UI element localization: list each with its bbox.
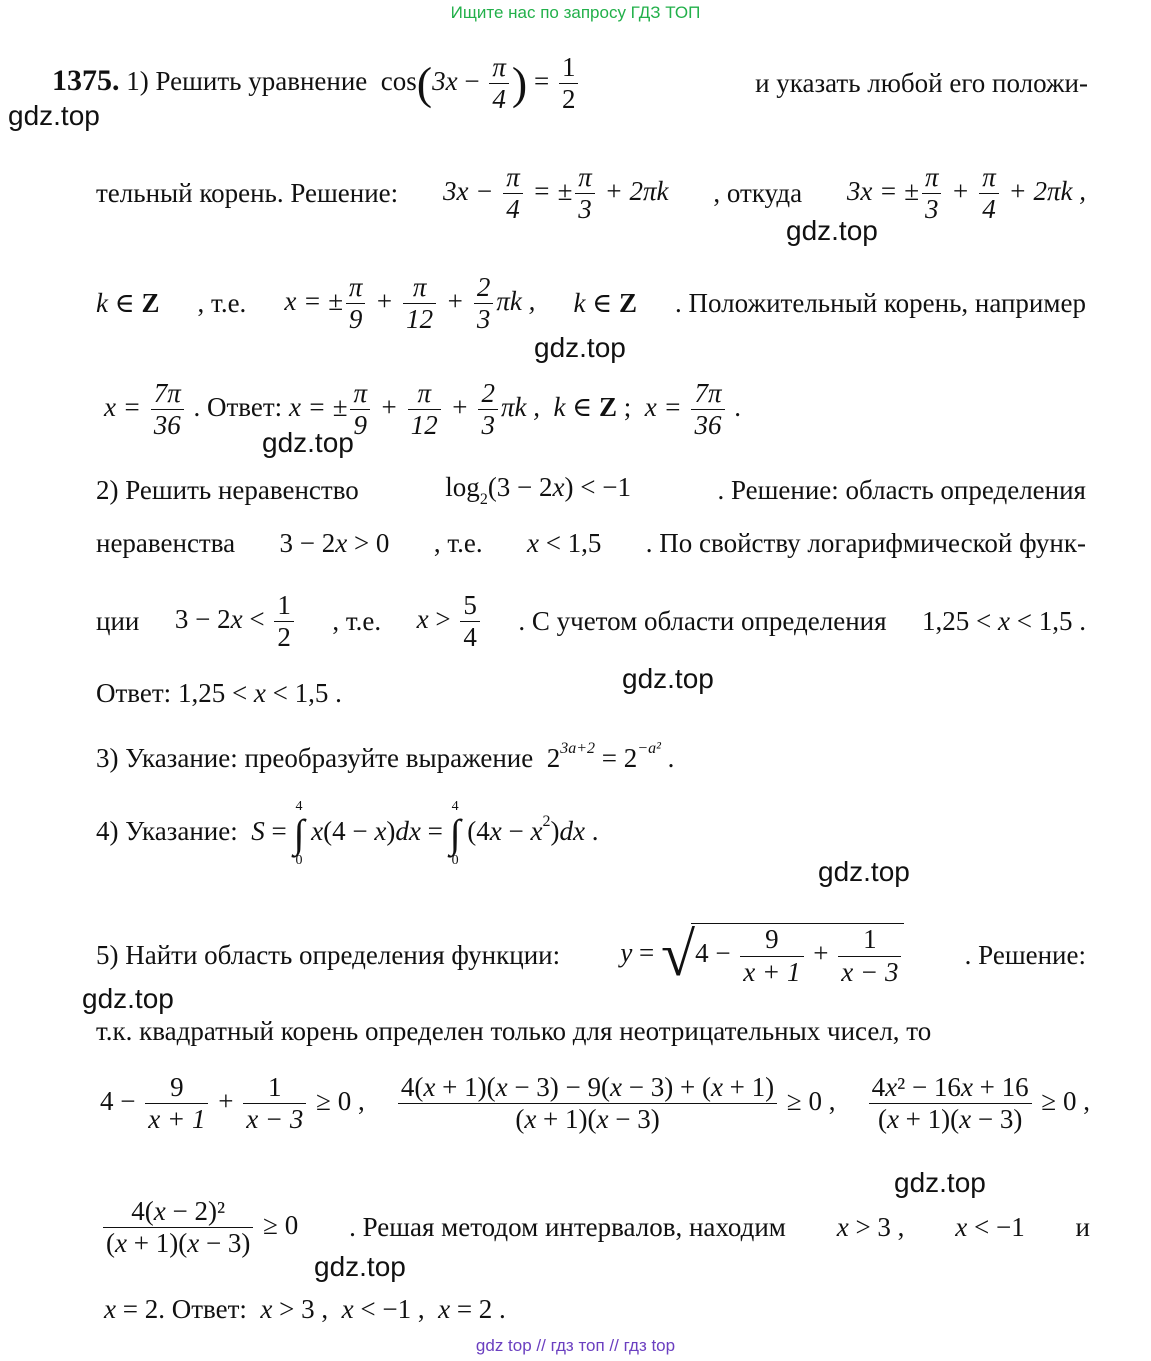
watermark: gdz.top — [534, 332, 626, 363]
watermark: gdz.top — [818, 856, 910, 887]
part4-line: 4) Указание: S = 4 ∫ 0 x(4 − x)dx = 4 ∫ 0 $(4x - x^2)dx$ . — [96, 799, 599, 868]
watermark: gdz.top — [82, 983, 174, 1014]
search-banner[interactable]: Ищите нас по запросу ГДЗ ТОП — [450, 3, 701, 22]
watermark: gdz.top — [622, 663, 714, 694]
part2-line4: Ответ: 1,25 < x < 1,5 . — [96, 678, 342, 708]
part2-line2: неравенства 3 − 2x > 0 , т.е. x < 1,5 . По свойству логарифмической функ- — [96, 528, 1086, 558]
part2-line1: 2) Решить неравенство $\log_2(3 - 2x) < -1$ . Решение: область определения — [96, 472, 1086, 508]
watermark: gdz.top — [262, 427, 354, 458]
part5-line4: $\frac{\text{4(x − 2)²}}{(x + 1)(x - 3)}$ ≥ 0 . Решая методом интервалов, находим x > 3 , x < −1 и — [100, 1196, 1090, 1259]
part1-line1: 1375. 1) Решить уравнение cos(3x − $\frac{\pi}{4}$ ) = $\frac{1}{2}$ и указать любой его положи- — [52, 52, 1088, 115]
watermark: gdz.top — [8, 100, 100, 131]
part5-line2: т.к. квадратный корень определен только для неотрицательных чисел, то — [96, 1016, 932, 1046]
part1-line3: k ∈ Z , т.е. x = ± $\frac{\pi}{9}$ + $\frac{\pi}{12}$ + $\frac{2}{3}$ πk , k ∈ Z . Положительный корень, например — [96, 272, 1086, 335]
watermark: gdz.top — [786, 215, 878, 246]
part5-line3: 4 − $\frac{9}{x + 1}$ + $\frac{1}{x - 3}$ ≥ 0 , $\frac{4(x + 1)(x - 3) - 9(x - 3) + (x + 1)}{(x + 1)(x - 3)}$ ≥ 0 , $\frac{\text{4x² − 16x + 16}}{(x + 1)(x - 3)}$ ≥ 0 , — [100, 1072, 1090, 1135]
footer-links[interactable]: gdz top // гдз топ // гдз top — [475, 1336, 676, 1355]
part5-line5: x = 2. Ответ: x > 3 , x < −1 , x = 2 . — [104, 1294, 506, 1324]
part1-line4: x = $\frac{7\pi}{36}$ . Ответ: x = ± $\frac{\pi}{9}$ + $\frac{\pi}{12}$ + $\frac{2}{3}$ πk , k ∈ Z ; x = $\frac{7\pi}{36}$ . — [104, 378, 741, 441]
part5-line1: 5) Найти область определения функции: y = √4 − $\frac{9}{x + 1}$ + $\frac{1}{x - 3}$ . Решение: — [96, 921, 1086, 989]
part2-line3: ции 3 − 2x < $\frac{1}{2}$ , т.е. x > $\frac{5}{4}$ . С учетом области определения 1,25 < x < 1,5 . — [96, 590, 1086, 653]
watermark: gdz.top — [314, 1251, 406, 1282]
part1-line2: тельный корень. Решение: 3x − $\frac{\pi}{4}$ = ± $\frac{\pi}{3}$ + 2πk , откуда 3x = ± $\frac{\pi}{3}$ + $\frac{\pi}{4}$ + 2πk , — [96, 162, 1086, 225]
watermark: gdz.top — [894, 1167, 986, 1198]
part3-line: 3) Указание: преобразуйте выражение $2^{3a+2} = 2^{-a^2}$ . — [96, 740, 675, 773]
problem-number: 1375. — [52, 63, 120, 97]
